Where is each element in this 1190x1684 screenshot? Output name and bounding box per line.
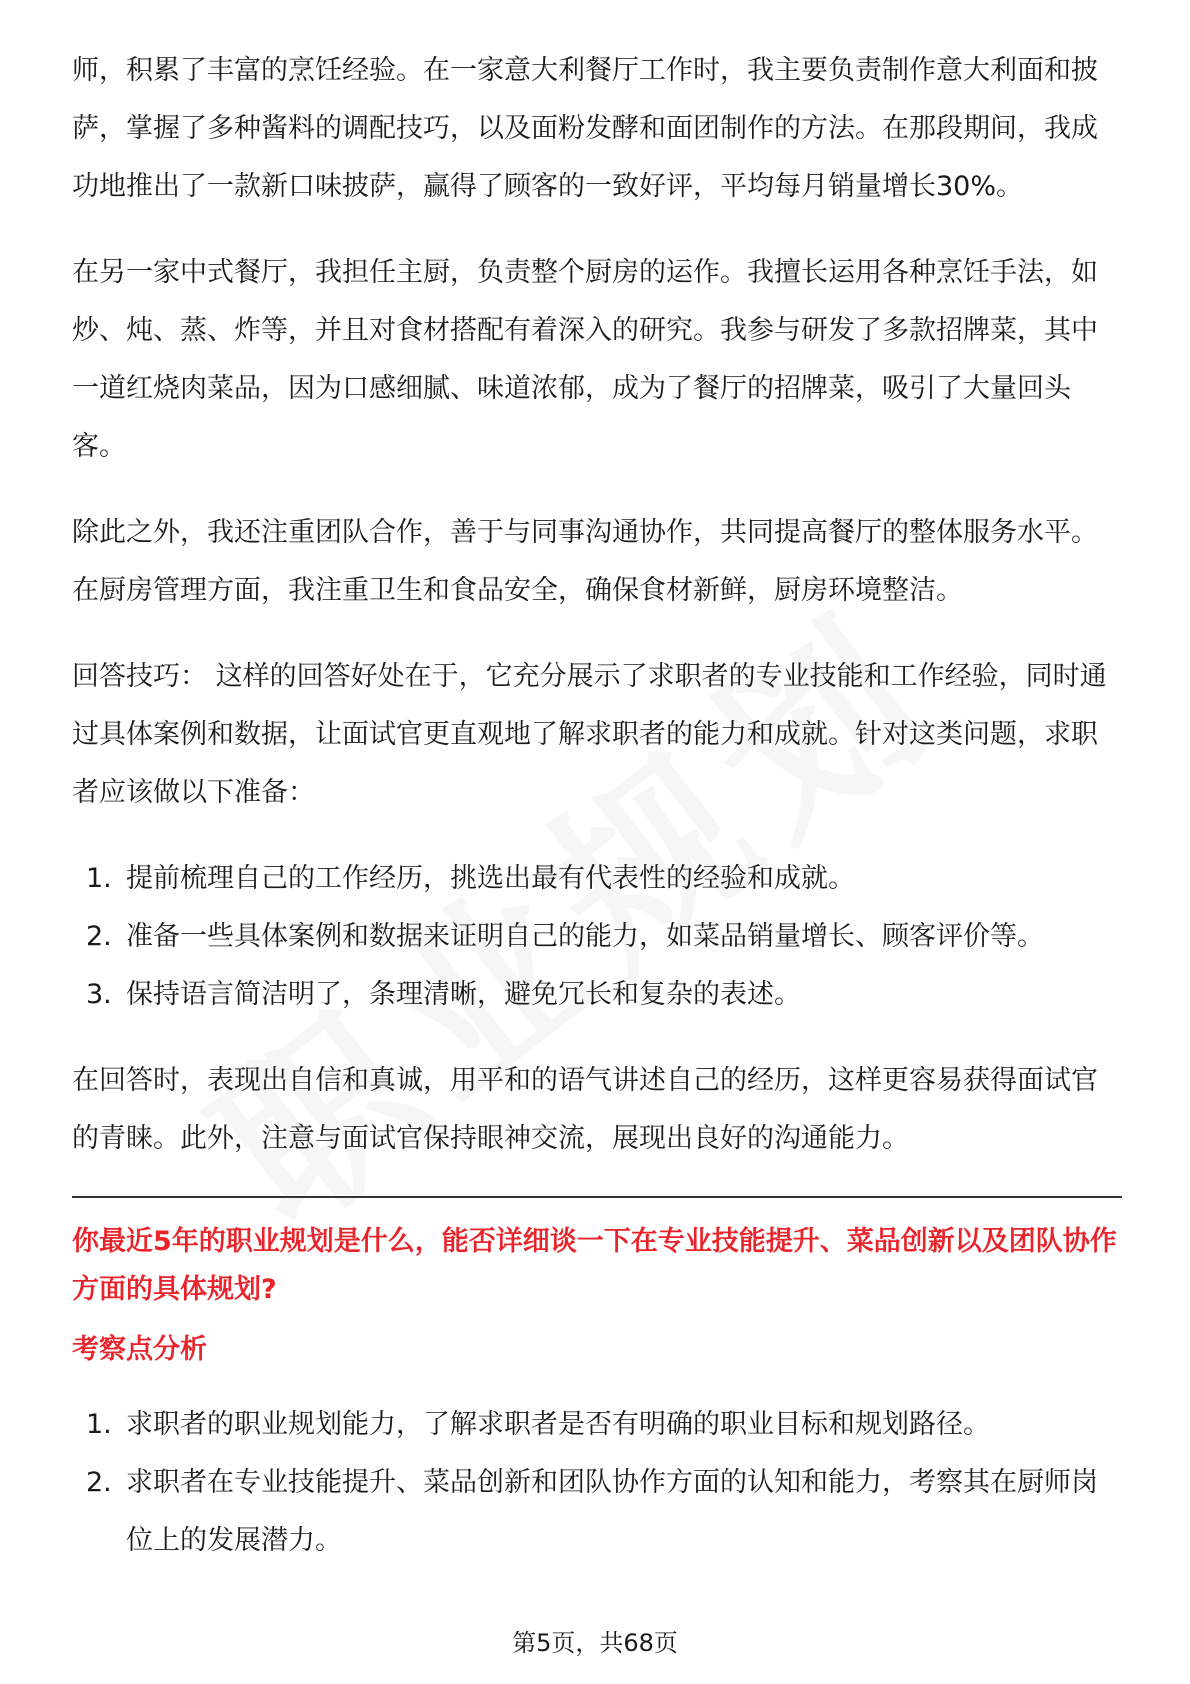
page-footer: 第5页，共68页	[512, 1629, 678, 1657]
section-divider	[72, 1196, 1122, 1198]
list-item	[72, 1454, 1122, 1570]
list-number: 1.	[86, 863, 112, 894]
list-item-text: 准备一些具体案例和数据来证明自己的能力，如菜品销量增长、顾客评价等。	[126, 921, 1044, 952]
page-content	[72, 42, 1122, 1598]
list-number: 3.	[86, 979, 112, 1010]
list-number: 2.	[86, 1467, 112, 1498]
list-item-text: 保持语言简洁明了，条理清晰，避免冗长和复杂的表述。	[126, 979, 801, 1010]
list-item-text: 求职者在专业技能提升、菜品创新和团队协作方面的认知和能力，考察其在厨师岗位上的发展潜力。	[126, 1467, 1098, 1556]
list-item	[72, 850, 1122, 908]
paragraph-teamwork: 除此之外，我还注重团队合作，善于与同事沟通协作，共同提高餐厅的整体服务水平。在厨房管理方面，我注重卫生和食品安全，确保食材新鲜，厨房环境整洁。	[72, 517, 1098, 606]
question-heading: 你最近5年的职业规划是什么，能否详细谈一下在专业技能提升、菜品创新以及团队协作方面的具体规划?	[72, 1226, 1117, 1305]
list-item	[72, 908, 1122, 966]
list-item	[72, 966, 1122, 1024]
list-number: 1.	[86, 1409, 112, 1440]
analysis-heading: 考察点分析	[72, 1334, 207, 1365]
analysis-list	[72, 1396, 1122, 1570]
list-item-text: 求职者的职业规划能力，了解求职者是否有明确的职业目标和规划路径。	[126, 1409, 990, 1440]
paragraph-experience-chinese: 在另一家中式餐厅，我担任主厨，负责整个厨房的运作。我擅长运用各种烹饪手法，如炒、炖、蒸、炸等，并且对食材搭配有着深入的研究。我参与研发了多款招牌菜，其中一道红烧肉菜品，因为口感细腻、味道浓郁，成为了餐厅的招牌菜，吸引了大量回头客。	[72, 257, 1098, 462]
list-number: 2.	[86, 921, 112, 952]
paragraph-experience-italian: 师，积累了丰富的烹饪经验。在一家意大利餐厅工作时，我主要负责制作意大利面和披萨，掌握了多种酱料的调配技巧，以及面粉发酵和面团制作的方法。在那段期间，我成功地推出了一款新口味披萨，赢得了顾客的一致好评，平均每月销量增长30%。	[72, 55, 1098, 202]
list-item-text: 提前梳理自己的工作经历，挑选出最有代表性的经验和成就。	[126, 863, 855, 894]
paragraph-closing: 在回答时，表现出自信和真诚，用平和的语气讲述自己的经历，这样更容易获得面试官的青睐。此外，注意与面试官保持眼神交流，展现出良好的沟通能力。	[72, 1065, 1098, 1154]
preparation-list	[72, 850, 1122, 1024]
paragraph-answer-tips: 回答技巧： 这样的回答好处在于，它充分展示了求职者的专业技能和工作经验，同时通过具体案例和数据，让面试官更直观地了解求职者的能力和成就。针对这类问题，求职者应该做以下准备：	[72, 661, 1107, 808]
list-item	[72, 1396, 1122, 1454]
